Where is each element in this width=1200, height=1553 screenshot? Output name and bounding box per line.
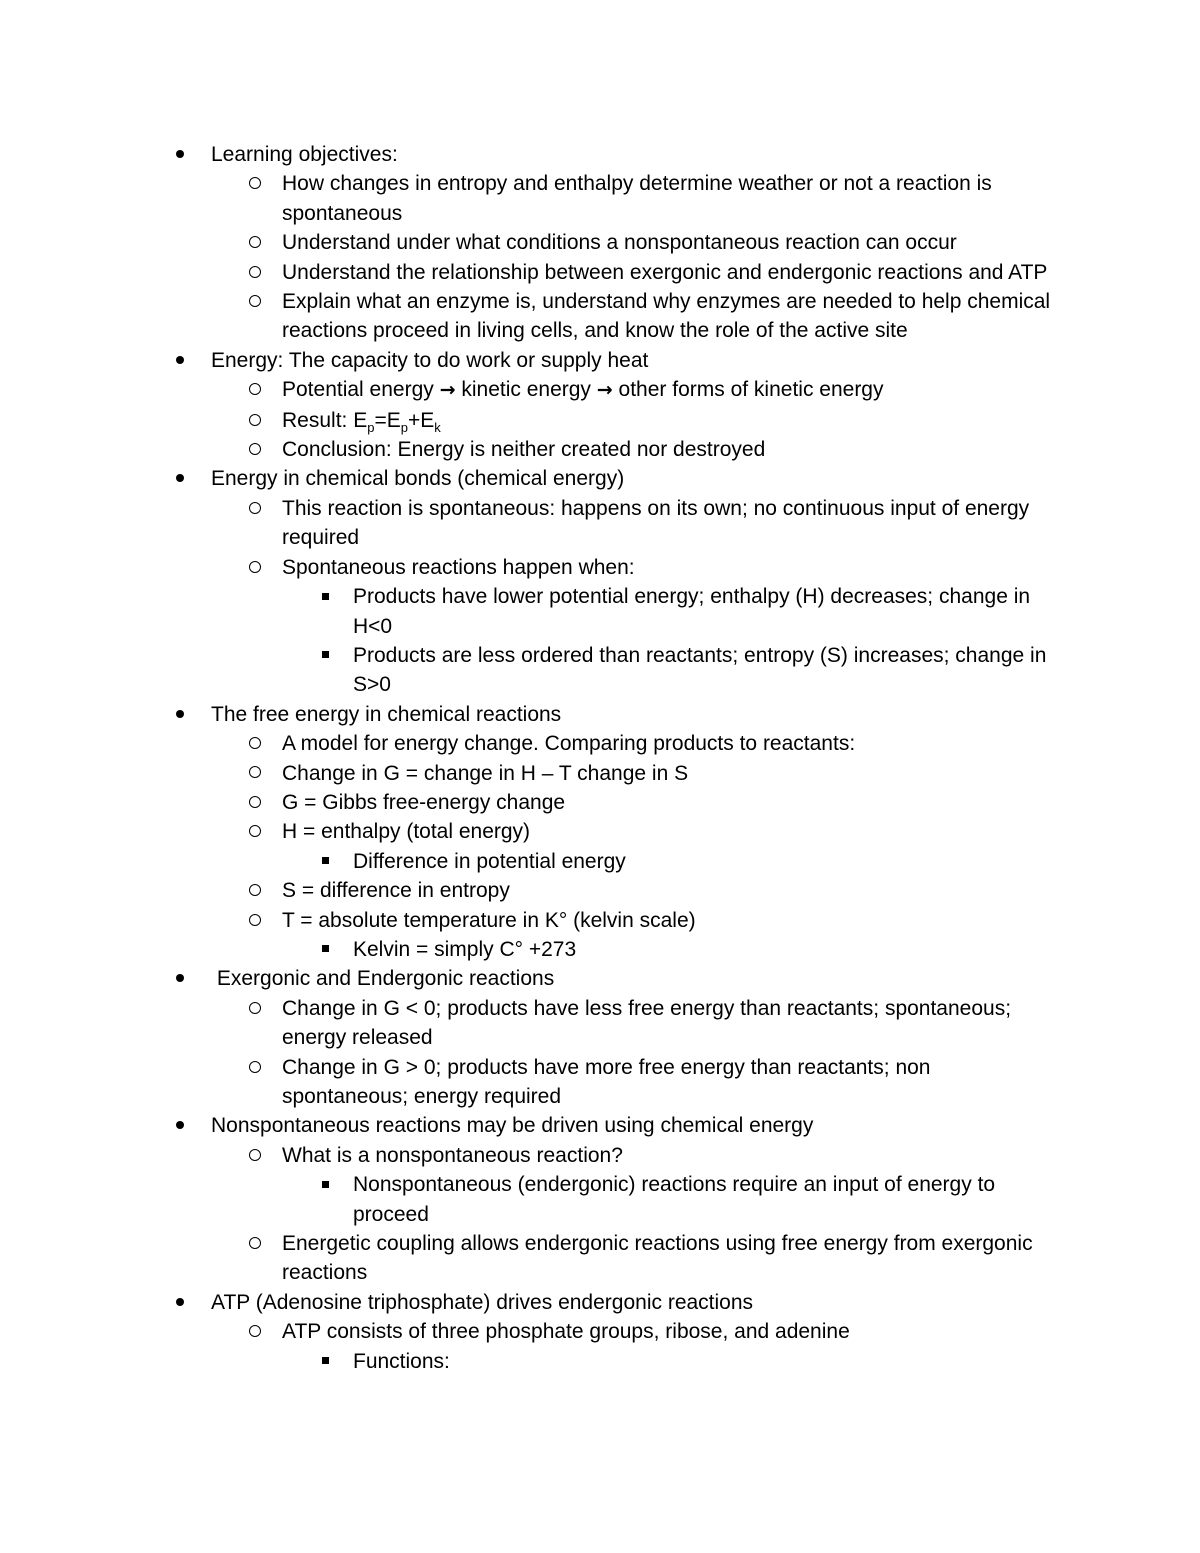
section-heading: Energy in chemical bonds (chemical energy) [211, 467, 625, 491]
circle-bullet-icon [243, 788, 267, 817]
list-item [0, 641, 1200, 700]
right-arrow-icon: → [596, 379, 613, 402]
square-bullet-icon [313, 1347, 337, 1376]
section-heading: Exergonic and Endergonic reactions [211, 967, 555, 991]
list-item [0, 1229, 1200, 1288]
subscript: p [367, 419, 375, 435]
list-item-text: How changes in entropy and enthalpy determine weather or not a reaction is spontaneous [282, 172, 992, 225]
circle-bullet-icon [243, 553, 267, 582]
circle-bullet-icon [243, 876, 267, 905]
section-heading: ATP (Adenosine triphosphate) drives endergonic reactions [211, 1290, 754, 1314]
list-item [0, 346, 1200, 375]
list-item-text: Understand under what conditions a nonspontaneous reaction can occur [282, 231, 957, 255]
list-item-text: Nonspontaneous (endergonic) reactions require an input of energy to proceed [353, 1173, 996, 1226]
circle-bullet-icon [243, 1229, 267, 1258]
list-item [0, 1053, 1200, 1112]
list-item [0, 375, 1200, 405]
list-item [0, 1288, 1200, 1317]
list-item [0, 140, 1200, 169]
list-item-text: Spontaneous reactions happen when: [282, 555, 635, 579]
list-item-text: ATP consists of three phosphate groups, ribose, and adenine [282, 1320, 850, 1344]
circle-bullet-icon [243, 287, 267, 316]
square-bullet-icon [313, 582, 337, 611]
circle-bullet-icon [243, 906, 267, 935]
square-bullet-icon [313, 935, 337, 964]
circle-bullet-icon [243, 228, 267, 257]
list-item [0, 847, 1200, 876]
section-heading: Nonspontaneous reactions may be driven using chemical energy [211, 1114, 814, 1138]
bullet-icon [168, 1111, 192, 1140]
list-item-text: Explain what an enzyme is, understand why enzymes are needed to help chemical reactions proceed in living cells, and know the role of the active site [282, 290, 1051, 343]
square-bullet-icon [313, 641, 337, 670]
list-item-text: Change in G > 0; products have more free energy than reactants; non spontaneous; energy required [282, 1055, 931, 1108]
circle-bullet-icon [243, 729, 267, 758]
list-item [0, 1317, 1200, 1346]
subscript: k [434, 419, 441, 435]
list-item [0, 464, 1200, 493]
list-item-text: Functions: [353, 1349, 450, 1373]
text-fragment: +E [407, 408, 435, 432]
list-item [0, 228, 1200, 257]
list-item-text: Products have lower potential energy; enthalpy (H) decreases; change in H<0 [353, 585, 1031, 638]
circle-bullet-icon [243, 1317, 267, 1346]
list-item-text: S = difference in entropy [282, 879, 510, 903]
bullet-icon [168, 464, 192, 493]
circle-bullet-icon [243, 994, 267, 1023]
circle-bullet-icon [243, 1141, 267, 1170]
list-item [0, 1347, 1200, 1376]
circle-bullet-icon [243, 375, 267, 404]
list-item-text: Products are less ordered than reactants; entropy (S) increases; change in S>0 [353, 643, 1047, 697]
right-arrow-icon: → [439, 379, 456, 402]
list-item-text: Conclusion: Energy is neither created nor destroyed [282, 438, 766, 462]
list-item [0, 876, 1200, 905]
list-item-text [282, 375, 1060, 405]
list-item-text: Kelvin = simply C° +273 [353, 937, 577, 961]
bullet-icon [168, 1288, 192, 1317]
list-item [0, 817, 1200, 846]
text-fragment: other forms of kinetic energy [612, 378, 884, 402]
circle-bullet-icon [243, 759, 267, 788]
text-fragment: Potential energy [282, 378, 440, 402]
circle-bullet-icon [243, 435, 267, 464]
list-item-text: G = Gibbs free-energy change [282, 790, 566, 814]
list-item-text: T = absolute temperature in K° (kelvin scale) [282, 908, 696, 932]
circle-bullet-icon [243, 817, 267, 846]
text-fragment: =E [374, 408, 401, 432]
text-fragment: Result: E [282, 408, 368, 432]
square-bullet-icon [313, 847, 337, 876]
circle-bullet-icon [243, 406, 267, 435]
list-item [0, 788, 1200, 817]
list-item [0, 287, 1200, 346]
square-bullet-icon [313, 1170, 337, 1199]
circle-bullet-icon [243, 1053, 267, 1082]
list-item-text: Understand the relationship between exergonic and endergonic reactions and ATP [282, 260, 1048, 284]
list-item [0, 1170, 1200, 1229]
list-item [0, 700, 1200, 729]
list-item [0, 169, 1200, 228]
notes-outline [0, 140, 1200, 1376]
list-item-text: Energetic coupling allows endergonic reactions using free energy from exergonic reactions [282, 1232, 1033, 1285]
subscript: p [400, 419, 408, 435]
list-item [0, 258, 1200, 287]
bullet-icon [168, 140, 192, 169]
list-item [0, 964, 1200, 993]
list-item-text: This reaction is spontaneous: happens on its own; no continuous input of energy required [282, 496, 1030, 550]
bullet-icon [168, 964, 192, 993]
list-item [0, 553, 1200, 582]
list-item [0, 759, 1200, 788]
text-fragment: kinetic energy [455, 378, 597, 402]
section-heading: The free energy in chemical reactions [211, 702, 562, 726]
list-item-text: A model for energy change. Comparing products to reactants: [282, 732, 856, 756]
bullet-icon [168, 700, 192, 729]
list-item [0, 906, 1200, 935]
circle-bullet-icon [243, 494, 267, 523]
section-heading: Learning objectives: [211, 143, 398, 166]
list-item [0, 494, 1200, 553]
list-item [0, 994, 1200, 1053]
list-item [0, 435, 1200, 464]
list-item [0, 935, 1200, 964]
list-item-text: What is a nonspontaneous reaction? [282, 1143, 623, 1167]
list-item-text: H = enthalpy (total energy) [282, 820, 531, 844]
list-item-text: Difference in potential energy [353, 849, 626, 873]
section-heading: Energy: The capacity to do work or supply heat [211, 348, 649, 372]
list-item [0, 406, 1200, 435]
list-item [0, 1141, 1200, 1170]
bullet-icon [168, 346, 192, 375]
list-item [0, 729, 1200, 758]
list-item-text: Change in G = change in H – T change in S [282, 761, 689, 785]
circle-bullet-icon [243, 258, 267, 287]
list-item-text [282, 406, 1060, 435]
circle-bullet-icon [243, 169, 267, 198]
list-item-text: Change in G < 0; products have less free energy than reactants; spontaneous; energy released [282, 996, 1012, 1050]
list-item [0, 582, 1200, 641]
list-item [0, 1111, 1200, 1140]
